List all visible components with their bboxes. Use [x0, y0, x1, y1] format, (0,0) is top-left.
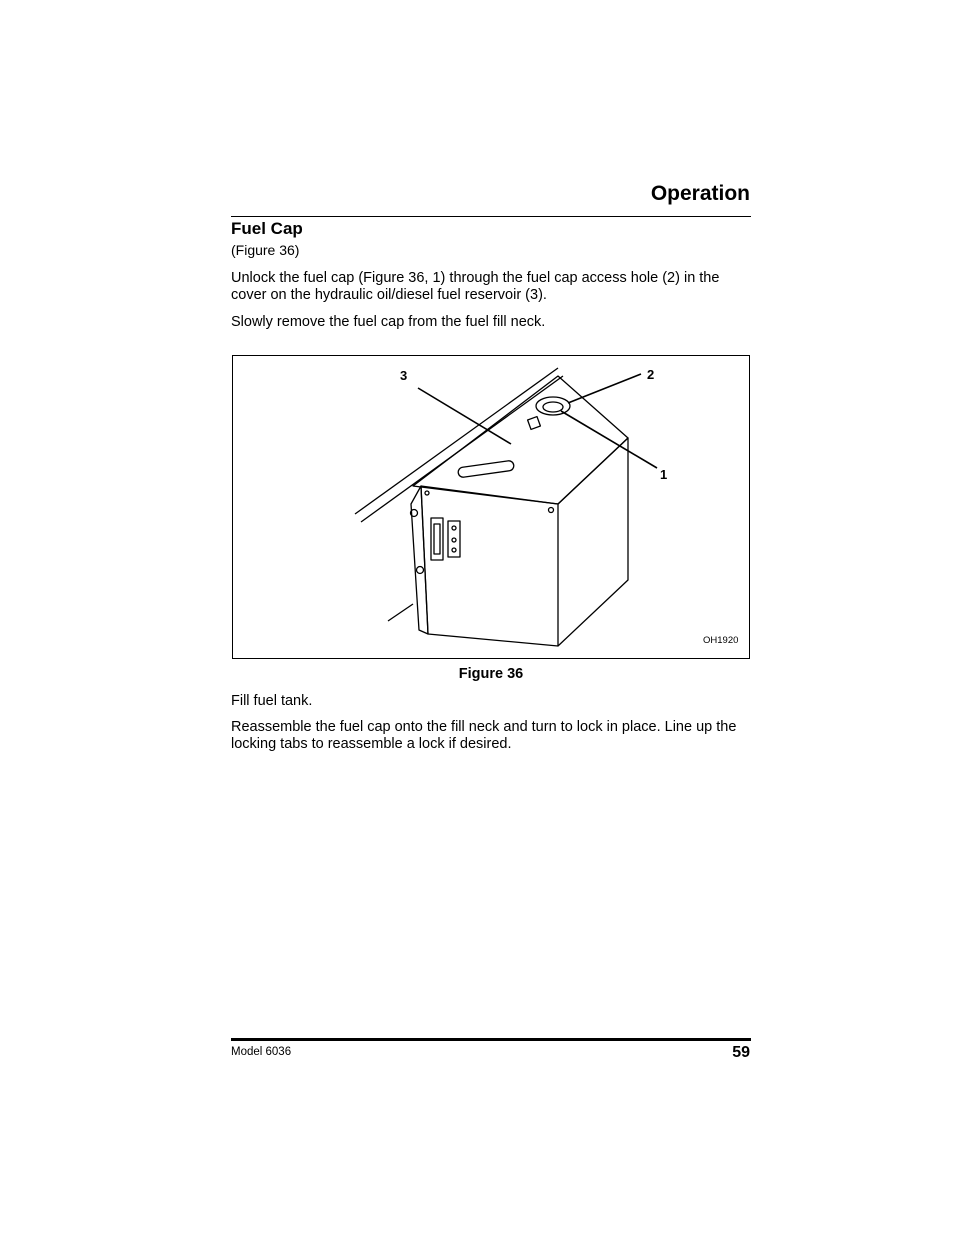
footer-model: Model 6036: [231, 1046, 292, 1058]
tank-side-face: [558, 438, 628, 646]
fuel-cap: [543, 402, 563, 412]
fuel-reservoir-drawing: [233, 356, 749, 658]
section-heading: Fuel Cap: [231, 219, 303, 238]
header-rule: [231, 216, 751, 217]
side-plate: [411, 486, 428, 634]
figure-reference: (Figure 36): [231, 242, 300, 258]
page-number: 59: [732, 1044, 750, 1061]
gauge-dot: [452, 538, 456, 542]
leader-line-2: [568, 374, 641, 403]
section-title: Operation: [650, 182, 750, 205]
instruction-paragraph: Slowly remove the fuel cap from the fuel fill neck.: [231, 314, 546, 330]
tank-front-face: [421, 486, 558, 646]
leader-line-1: [561, 411, 657, 468]
instruction-paragraph: Unlock the fuel cap (Figure 36, 1) through the fuel cap access hole (2) in the cover on the hydraulic oil/diesel fuel reservoir (3).: [231, 270, 720, 303]
cover-slot: [458, 460, 515, 478]
callout-1: 1: [660, 467, 668, 482]
sight-gauge-window: [434, 524, 440, 554]
figure-illustration: [232, 355, 750, 659]
bolt: [549, 508, 554, 513]
gauge-dot: [452, 548, 456, 552]
bolt: [425, 491, 429, 495]
gauge-dot: [452, 526, 456, 530]
callout-2: 2: [647, 367, 655, 382]
drawing-code: OH1920: [703, 635, 739, 646]
figure-caption: Figure 36: [458, 666, 524, 682]
hose-line: [388, 604, 413, 621]
instruction-paragraph: Reassemble the fuel cap onto the fill neck and turn to lock in place. Line up the locking tabs to reassemble a lock if desired.: [231, 719, 737, 752]
frame-rail-line: [355, 368, 558, 514]
decal-square: [528, 417, 541, 430]
instruction-paragraph: Fill fuel tank.: [231, 693, 313, 709]
footer-rule: [231, 1038, 751, 1041]
bolt: [417, 567, 424, 574]
callout-3: 3: [400, 368, 408, 383]
